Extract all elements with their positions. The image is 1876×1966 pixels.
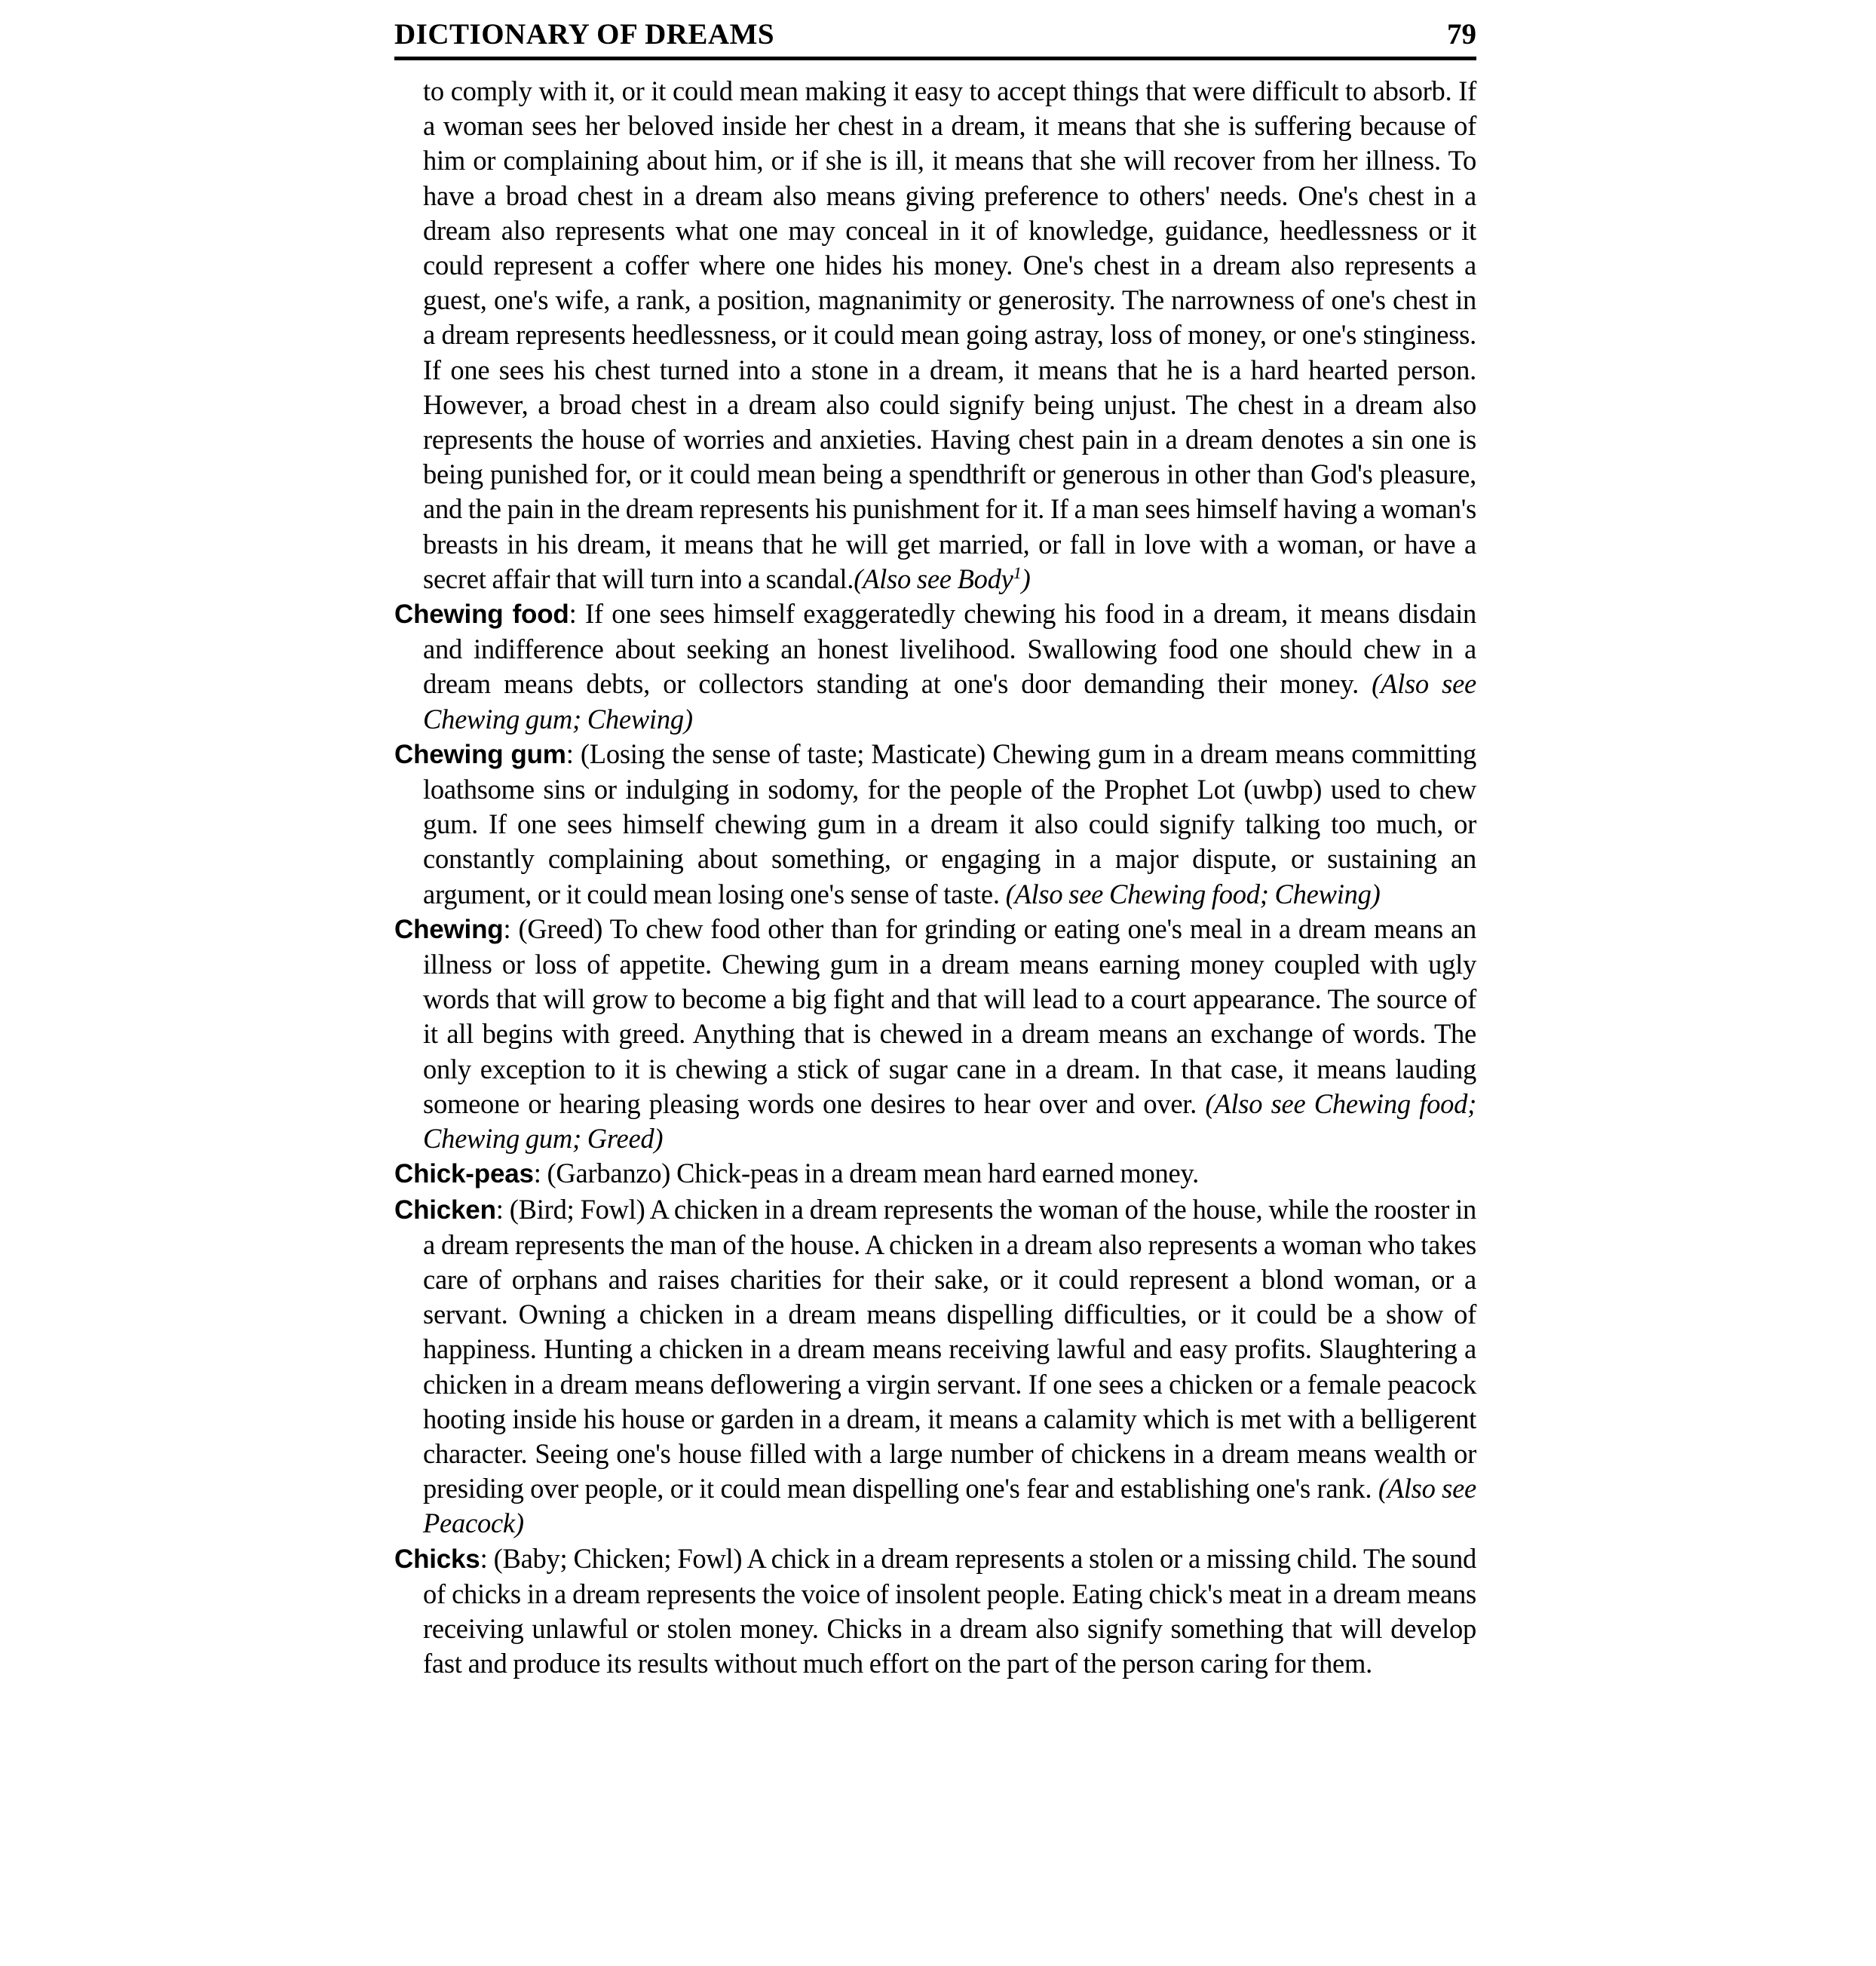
continued-paragraph-text: to comply with it, or it could mean making it easy to accept things that were difficult to absorb. If a woman sees her beloved inside her chest in a dream, it means that she is suffering because of him or complaining about him, or if she is ill, it means that she will recover from her illness. To have a broad chest in a dream also means giving preference to others' needs. One's chest in a dream also represents what one may conceal in it of knowledge, guidance, heedlessness or it could represent a coffer where one hides his money. One's chest in a dream also represents a guest, one's wife, a rank, a position, magnanimity or generosity. The narrowness of one's chest in a dream represents heedlessness, or it could mean going astray, loss of money, or one's stinginess. If one sees his chest turned into a stone in a dream, it means that he is a hard hearted person. However, a broad chest in a dream also could signify being unjust. The chest in a dream also represents the house of worries and anxieties. Having chest pain in a dream denotes a sin one is being punished for, or it could mean being a spendthrift or generous in other than God's pleasure, and the pain in the dream represents his punishment for it. If a man sees himself having a woman's breasts in his dream, it means that he will get married, or fall in love with a woman, or have a secret affair that will turn into a scandal. [423,75,1476,594]
entry-headword: Chewing food [394,600,569,630]
entry-body: (Garbanzo) Chick-peas in a dream mean hard earned money. [547,1158,1199,1189]
dictionary-entry [394,1192,1476,1541]
entry-body: (Bird; Fowl) A chicken in a dream represents the woman of the house, while the rooster in a dream represents the man of the house. A chicken in a dream also represents a woman who takes care of orphans and raises charities for their sake, or it could represent a blond woman, or a servant. Owning a chicken in a dream means dispelling difficulties, or it could be a show of happiness. Hunting a chicken in a dream means receiving lawful and easy profits. Slaughtering a chicken in a dream means deflowering a virgin servant. If one sees a chicken or a female peacock hooting inside his house or garden in a dream, it means a calamity which is met with a belligerent character. Seeing one's house filled with a large number of chickens in a dream means wealth or presiding over people, or it could mean dispelling one's fear and establishing one's rank. [423,1193,1476,1504]
continued-paragraph [394,74,1476,597]
cross-reference-suffix: ) [1021,563,1031,594]
entry-body: (Greed) To chew food other than for grinding or eating one's meal in a dream means an illness or loss of appetite. Chewing gum in a dream means earning money coupled with ugly words that will grow to become a big fight and that will lead to a court appearance. The source of it all begins with greed. Anything that is chewed in a dream means an exchange of words. The only exception to it is chewing a stick of sugar cane in a dream. In that case, it means lauding someone or hearing pleasing words one desires to hear over and over. [423,912,1476,1119]
cross-reference [854,563,1030,594]
entry-cross-reference: (Also see Chewing food; Chewing gum; Greed) [423,1087,1476,1155]
entry-separator: : [480,1542,494,1574]
dictionary-entry [394,1156,1476,1192]
entry-separator: : [503,912,519,944]
entry-cross-reference: (Also see Chewing gum; Chewing) [423,668,1476,735]
entry-headword: Chick-peas [394,1159,534,1189]
entry-separator: : [495,1193,510,1225]
entry-headword: Chicken [394,1195,496,1225]
dictionary-entry [394,737,1476,912]
entry-body: If one sees himself exaggeratedly chewing his food in a dream, it means disdain and indifference about seeking an honest livelihood. Swallowing food one should chew in a dream means debts, or collectors standing at one's door demanding their money. [423,598,1476,700]
entry-separator: : [533,1158,547,1189]
dictionary-entry [394,597,1476,737]
cross-reference-prefix: (Also see Body [854,563,1013,594]
running-head-title: DICTIONARY OF DREAMS [394,18,775,51]
body-text-column [394,60,1476,1681]
entry-cross-reference: (Also see Chewing food; Chewing) [1005,878,1381,909]
dictionary-entry [394,912,1476,1156]
dictionary-entry [394,1541,1476,1682]
entry-body: (Losing the sense of taste; Masticate) Chewing gum in a dream means committing loathsome sins or indulging in sodomy, for the people of the Prophet Lot (uwbp) used to chew gum. If one sees himself chewing gum in a dream it also could signify talking too much, or constantly complaining about something, or engaging in a major dispute, or sustaining an argument, or it could mean losing one's sense of taste. [423,738,1476,909]
entry-headword: Chewing gum [394,739,566,769]
page-number: 79 [1447,18,1476,51]
entry-headword: Chewing [394,914,504,944]
entry-separator: : [566,738,581,769]
running-head [394,0,1476,49]
entry-body: (Baby; Chicken; Fowl) A chick in a dream represents a stolen or a missing child. The sound of chicks in a dream represents the voice of insolent people. Eating chick's meat in a dream means receiving unlawful or stolen money. Chicks in a dream also signify something that will develop fast and produce its results without much effort on the part of the person caring for them. [423,1542,1476,1679]
entry-separator: : [569,598,585,630]
page-content-column [394,0,1476,1681]
entry-headword: Chicks [394,1544,480,1574]
entry-cross-reference: (Also see Peacock) [423,1473,1476,1539]
footnote-superscript: 1 [1013,563,1022,582]
